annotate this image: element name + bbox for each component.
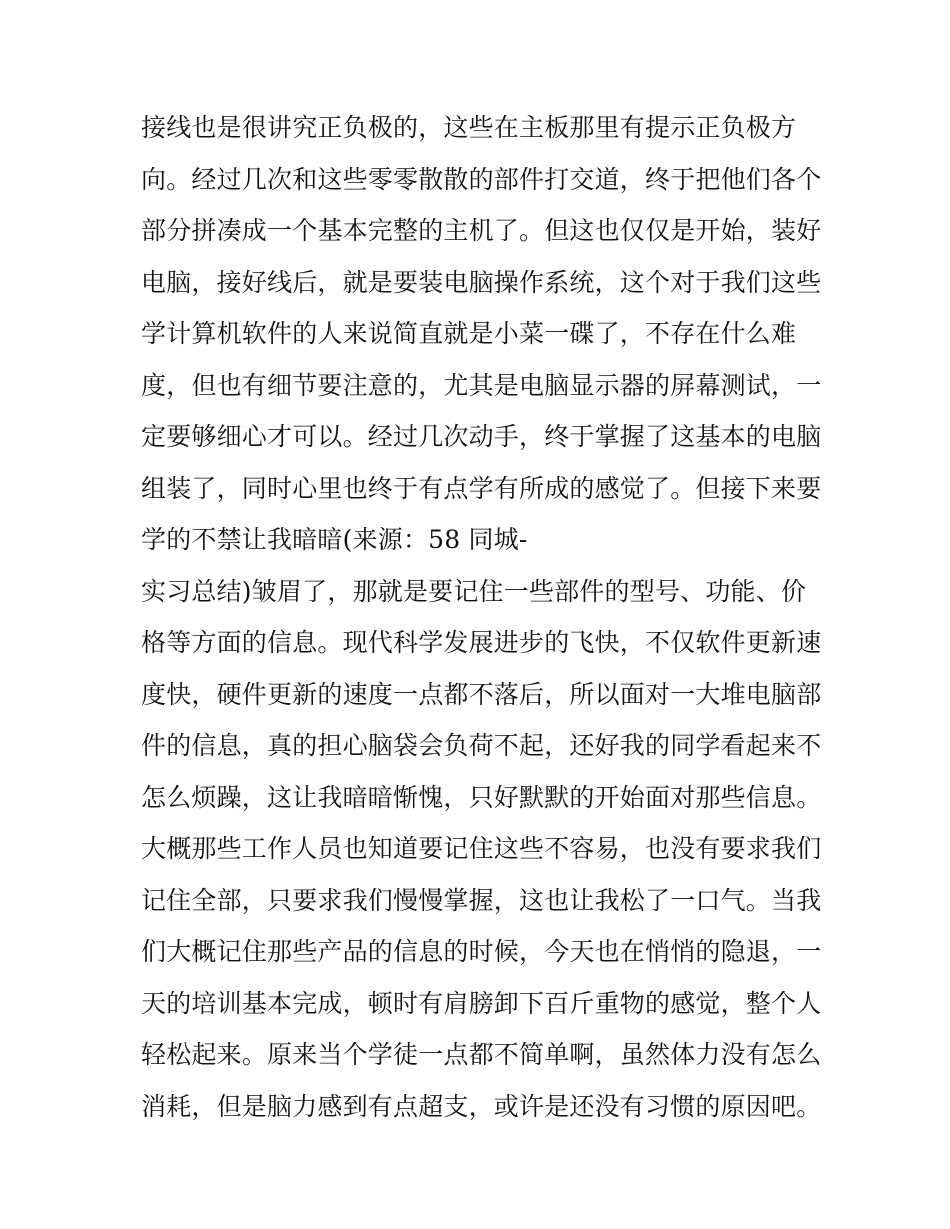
text-line: 天的培训基本完成，顿时有肩膀卸下百斤重物的感觉，整个人 [141, 988, 822, 1018]
text-line: 件的信息，真的担心脑袋会负荷不起，还好我的同学看起来不 [141, 731, 822, 760]
text-line: 们大概记住那些产品的信息的时候，今天也在悄悄的隐退，一 [141, 937, 822, 966]
text-line: 定要够细心才可以。经过几次动手，终于掌握了这基本的电脑 [141, 422, 822, 451]
text-line: 组装了，同时心里也终于有点学有所成的感觉了。但接下来要 [141, 473, 822, 503]
text-line: 轻松起来。原来当个学徒一点都不简单啊，虽然体力没有怎么 [141, 1040, 822, 1069]
text-line: 大概那些工作人员也知道要记住这些不容易，也没有要求我们 [141, 834, 822, 863]
text-line: 度，但也有细节要注意的，尤其是电脑显示器的屏幕测试，一 [141, 370, 822, 400]
text-line: 格等方面的信息。现代科学发展进步的飞快，不仅软件更新速 [141, 628, 822, 657]
text-line: 记住全部，只要求我们慢慢掌握，这也让我松了一口气。当我 [141, 885, 822, 915]
text-line: 电脑，接好线后，就是要装电脑操作系统，这个对于我们这些 [141, 267, 822, 297]
text-line: 接线也是很讲究正负极的，这些在主板那里有提示正负极方 [141, 113, 797, 142]
text-line: 度快，硬件更新的速度一点都不落后，所以面对一大堆电脑部 [141, 679, 822, 709]
text-line: 消耗，但是脑力感到有点超支，或许是还没有习惯的原因吧。 [141, 1091, 822, 1121]
text-line: 学计算机软件的人来说简直就是小菜一碟了，不存在什么难 [141, 319, 797, 348]
text-line: 实习总结)皱眉了，那就是要记住一些部件的型号、功能、价 [141, 576, 807, 606]
text-line: 学的不禁让我暗暗(来源：58 同城- [141, 525, 528, 554]
body-text [141, 108, 821, 1138]
text-line: 向。经过几次和这些零零散散的部件打交道，终于把他们各个 [141, 164, 822, 194]
text-line: 怎么烦躁，这让我暗暗惭愧，只好默默的开始面对那些信息。 [141, 782, 822, 812]
text-line: 部分拼凑成一个基本完整的主机了。但这也仅仅是开始，装好 [141, 216, 822, 245]
